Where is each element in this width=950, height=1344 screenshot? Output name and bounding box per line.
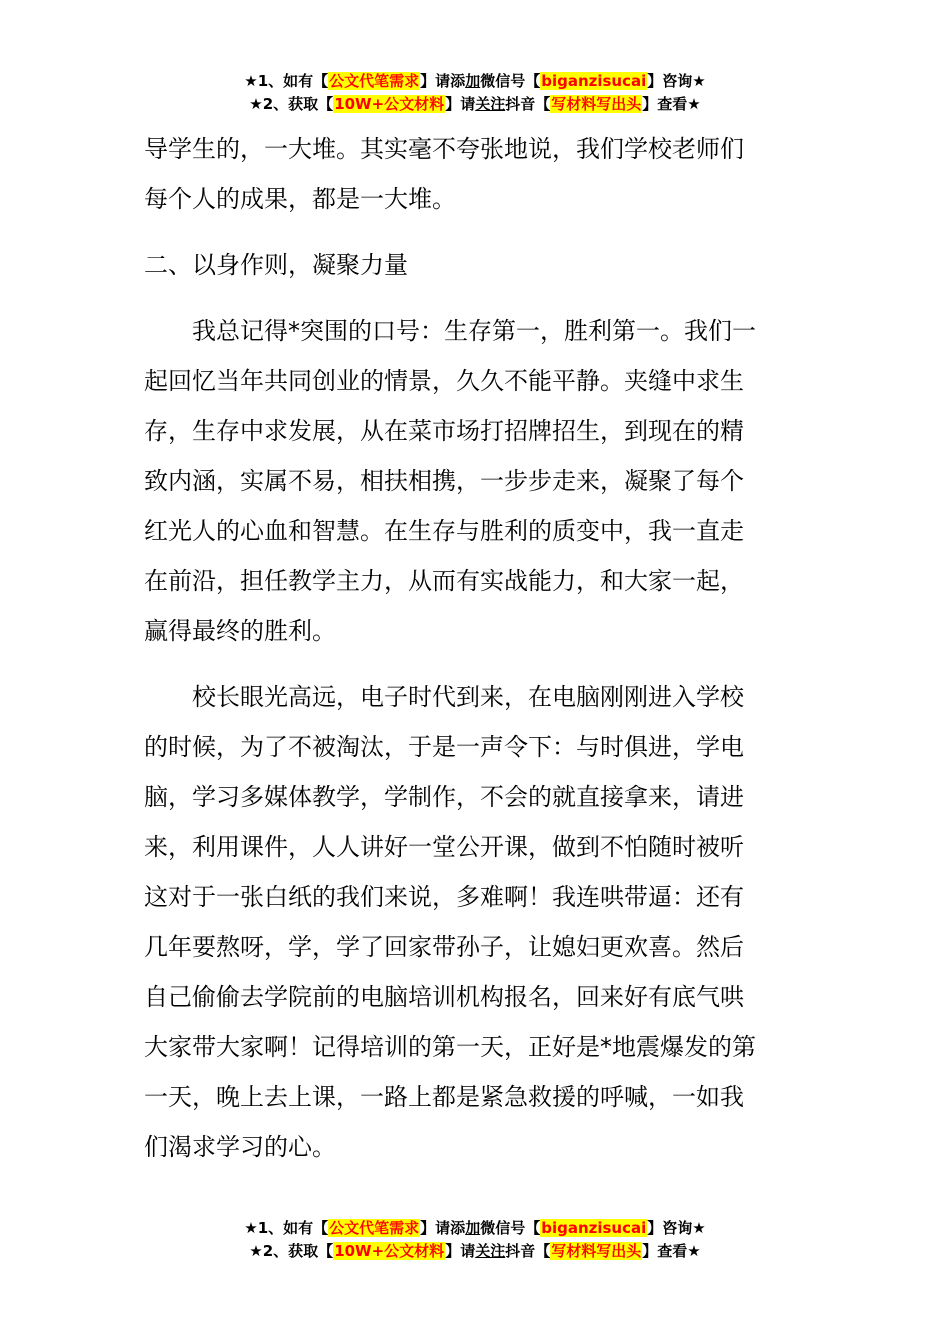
text-line: 们渴求学习的心。 — [144, 1133, 336, 1161]
banner-line-1: ★1、如有【公文代笔需求】请添加微信号【biganzisucai】咨询★ — [244, 1219, 706, 1237]
text-line: 红光人的心血和智慧。在生存与胜利的质变中，我一直走 — [144, 517, 744, 545]
highlight-douyin-account: 写材料写出头 — [551, 1242, 642, 1260]
footer-banner — [0, 1217, 950, 1263]
highlight-wechat-id: biganzisucai — [541, 1219, 647, 1237]
text-line: 大家带大家啊！记得培训的第一天，正好是*地震爆发的第 — [144, 1033, 756, 1061]
banner-line-2: ★2、获取【10W+公文材料】请关注抖音【写材料写出头】查看★ — [249, 95, 701, 113]
paragraph-1 — [144, 306, 808, 656]
text-line: 一天，晚上去上课，一路上都是紧急救援的呼喊，一如我 — [144, 1083, 744, 1111]
text-line: 几年要熬呀，学，学了回家带孙子，让媳妇更欢喜。然后 — [144, 933, 744, 961]
highlight-materials: 10W+公文材料 — [334, 1242, 445, 1260]
text-line: 这对于一张白纸的我们来说，多难啊！我连哄带逼：还有 — [144, 883, 744, 911]
banner-line-1: ★1、如有【公文代笔需求】请添加微信号【biganzisucai】咨询★ — [244, 72, 706, 90]
text-line: 我总记得*突围的口号：生存第一，胜利第一。我们一 — [192, 317, 756, 345]
text-line: 致内涵，实属不易，相扶相携，一步步走来，凝聚了每个 — [144, 467, 744, 495]
highlight-service: 公文代笔需求 — [329, 72, 420, 90]
text-line: 来，利用课件，人人讲好一堂公开课，做到不怕随时被听 — [144, 833, 744, 861]
banner-line-2: ★2、获取【10W+公文材料】请关注抖音【写材料写出头】查看★ — [249, 1242, 701, 1260]
text-line: 赢得最终的胜利。 — [144, 617, 336, 645]
section-heading: 二、以身作则，凝聚力量 — [144, 251, 408, 279]
highlight-materials: 10W+公文材料 — [334, 95, 445, 113]
document-body — [144, 124, 808, 1172]
text-line: 导学生的，一大堆。其实毫不夸张地说，我们学校老师们 — [144, 135, 744, 163]
paragraph-2 — [144, 672, 808, 1172]
text-line: 的时候，为了不被淘汰，于是一声令下：与时俱进，学电 — [144, 733, 744, 761]
paragraph-continuation — [144, 124, 808, 224]
text-line: 自己偷偷去学院前的电脑培训机构报名，回来好有底气哄 — [144, 983, 744, 1011]
highlight-wechat-id: biganzisucai — [541, 72, 647, 90]
text-line: 每个人的成果，都是一大堆。 — [144, 185, 456, 213]
text-line: 在前沿，担任教学主力，从而有实战能力，和大家一起， — [144, 567, 744, 595]
highlight-service: 公文代笔需求 — [329, 1219, 420, 1237]
text-line: 脑，学习多媒体教学，学制作，不会的就直接拿来，请进 — [144, 783, 744, 811]
text-line: 存，生存中求发展，从在菜市场打招牌招生，到现在的精 — [144, 417, 744, 445]
text-line: 校长眼光高远，电子时代到来，在电脑刚刚进入学校 — [192, 683, 744, 711]
text-line: 起回忆当年共同创业的情景，久久不能平静。夹缝中求生 — [144, 367, 744, 395]
header-banner — [0, 70, 950, 116]
highlight-douyin-account: 写材料写出头 — [551, 95, 642, 113]
